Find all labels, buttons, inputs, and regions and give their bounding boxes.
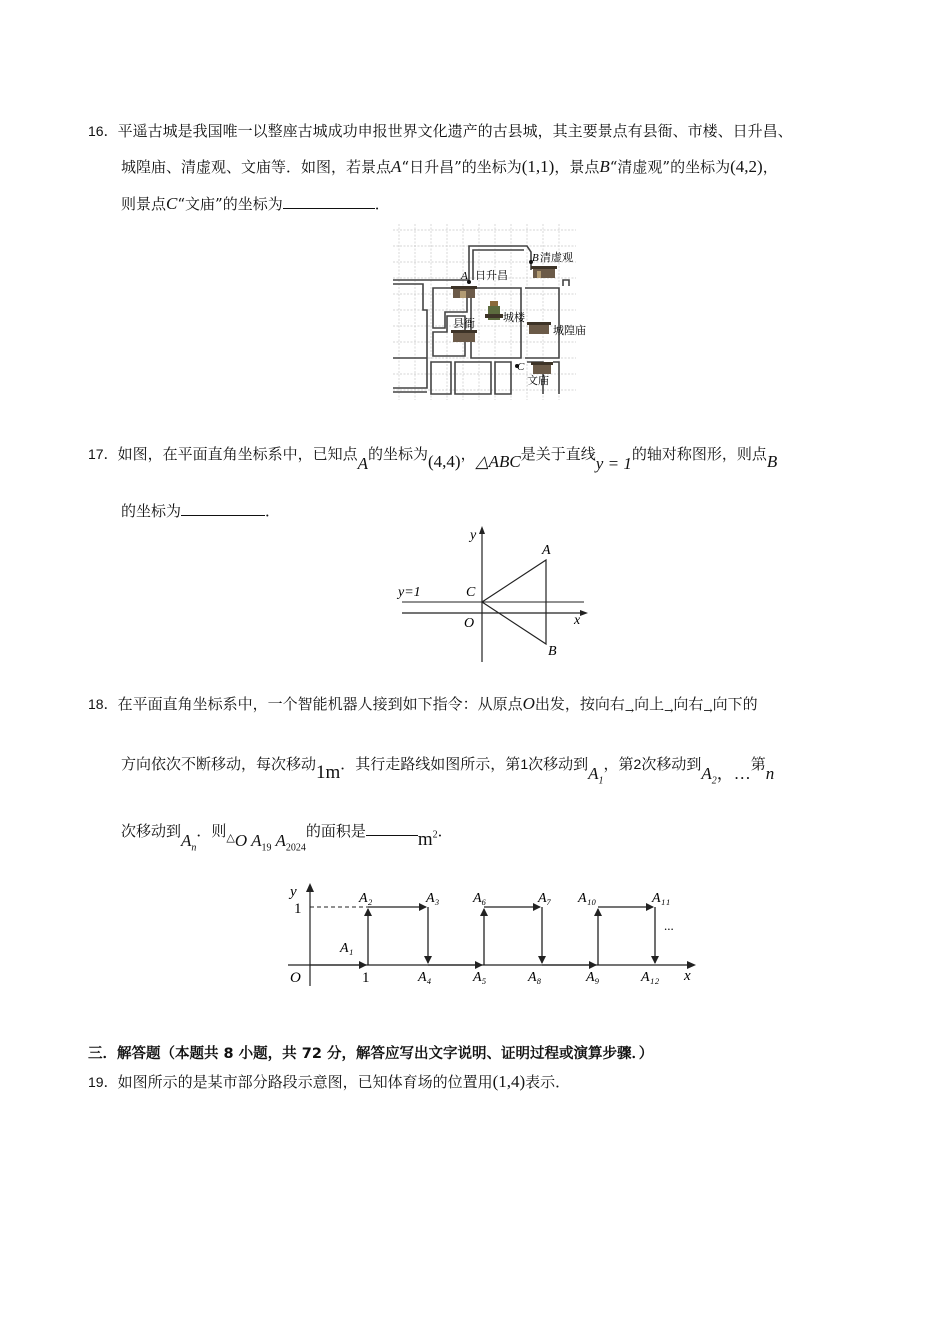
q16-text-1: 平遥古城是我国唯一以整座古城成功申报世界文化遗产的古县城，其主要景点有县衙、市楼、日升昌、 (117, 122, 793, 140)
xianya-building-icon (451, 330, 477, 342)
q18-a2 (701, 764, 751, 787)
q18-m2 (418, 829, 438, 850)
q16-number: 16． (88, 123, 118, 139)
q18-arrow-3: → (703, 704, 713, 717)
q18-label-a7: A₇ (538, 891, 552, 906)
q18-text-7: ．其行走路线如图所示，第 (340, 755, 521, 773)
q18-text-1: 在平面直角坐标系中，一个智能机器人接到如下指令：从原点 (117, 695, 523, 713)
q18-line1 (88, 693, 758, 717)
q18-text-4: 向右 (673, 695, 704, 713)
q18-answer-blank[interactable] (366, 820, 418, 836)
q17-number: 17． (88, 446, 118, 462)
q18-n1: 1 (520, 756, 529, 772)
q16-name-c: “文庙” (177, 195, 223, 213)
q18-label-a2: A₂ (359, 891, 373, 906)
q18-di: 第 (750, 755, 766, 773)
q16-map-figure (393, 224, 586, 400)
q18-text-11: 次移动到 (121, 822, 182, 840)
q16-coord-a: (1,1) (521, 157, 555, 176)
q18-a19-sub: 19 (261, 842, 272, 854)
q18-m2-sup: 2 (432, 829, 438, 841)
map-label-b: B (532, 252, 539, 264)
q18-text-14: ． (437, 822, 453, 840)
q18-origin: O (522, 694, 535, 713)
q18-label-y: y (290, 884, 297, 900)
q17-label-a: A (542, 543, 551, 558)
map-label-wenmiao: 文庙 (527, 375, 549, 387)
q17-coord-a: (4,4) (428, 452, 461, 471)
q18-a2024-sub: 2024 (285, 842, 306, 854)
q17-label-y: y (470, 528, 477, 543)
q16-name-b: “清虚观” (609, 158, 671, 176)
map-label-rishengchang: 日升昌 (475, 270, 508, 282)
q18-a1-sub: 1 (598, 775, 604, 787)
q18-label-o: O (290, 970, 301, 986)
q16-text-3a: 则景点 (121, 195, 167, 213)
q18-label-a8: A₈ (528, 970, 542, 985)
q18-m2-letter: m (417, 829, 433, 850)
q18-an (181, 831, 197, 854)
q18-a2-letter: A (701, 764, 712, 783)
q16-point-c: C (166, 194, 178, 213)
q18-label-a9: A₉ (586, 970, 600, 985)
q16-line3 (121, 193, 390, 214)
q18-arrow-1: → (624, 704, 635, 717)
q18-number: 18． (88, 696, 118, 712)
q16-answer-blank[interactable] (283, 193, 375, 209)
q16-name-a: “日升昌” (401, 158, 462, 176)
q18-label-a10: A₁₀ (578, 891, 597, 906)
q16-text-2b: 的坐标为 (461, 158, 522, 176)
q18-o: O (234, 831, 248, 850)
q17-label-x: x (574, 613, 581, 628)
q17-text-1: 如图，在平面直角坐标系中，已知点 (117, 445, 358, 463)
wenmiao-building-icon (531, 362, 553, 374)
q18-dots: ，… (716, 764, 751, 783)
q17-figure (396, 524, 591, 664)
q18-path-figure (284, 880, 700, 990)
q16-text-2c: ，景点 (554, 158, 600, 176)
q18-a19-letter: A (251, 831, 262, 850)
q17-label-o: O (464, 616, 475, 631)
q18-label-a3: A₃ (426, 891, 440, 906)
q18-label-a6: A₆ (473, 891, 487, 906)
q18-text-2: 出发，按向右 (534, 695, 625, 713)
q16-text-2a: 城隍庙、清虚观、文庙等．如图，若景点 (121, 158, 392, 176)
q18-text-9: ，第 (603, 755, 634, 773)
q18-unit: 1m (316, 762, 341, 783)
q17-text-3: ， (460, 445, 476, 463)
map-label-chenglou: 城楼 (503, 312, 525, 324)
q18-line3 (121, 820, 453, 854)
q17-text-6: 的坐标为 (121, 502, 182, 520)
q17-label-c: C (466, 585, 476, 600)
qingxuguan-building-icon (531, 266, 557, 278)
q17-text-7: ． (265, 502, 281, 520)
q16-coord-b: (4,2) (730, 157, 763, 176)
q18-a2024-letter: A (275, 831, 286, 850)
q18-label-x: x (684, 968, 691, 984)
q16-point-a: A (391, 157, 402, 176)
chenghuangmiao-building-icon (527, 322, 551, 334)
section-3-heading: 三．解答题（本题共 8 小题，共 72 分，解答应写出文字说明、证明过程或演算步骤．） (88, 1046, 654, 1062)
map-label-a: A (461, 270, 468, 282)
q18-text-3: 向上 (634, 695, 665, 713)
q18-text-10: 次移动到 (641, 755, 702, 773)
q19-text-2: 表示． (525, 1073, 571, 1091)
map-label-xianya: 县衙 (453, 318, 475, 330)
rishengchang-building-icon (451, 286, 477, 298)
q16-line2 (121, 156, 778, 177)
map-label-c: C (517, 361, 525, 373)
q19-number: 19． (88, 1074, 118, 1090)
q17-point-b: B (766, 452, 778, 471)
q17-point-a: A (357, 454, 368, 473)
q18-n2: 2 (633, 756, 642, 772)
q18-line2 (121, 749, 775, 787)
q18-tri: △ (226, 831, 235, 844)
q19-line1 (88, 1071, 570, 1092)
q18-text-6: 方向依次不断移动，每次移动 (121, 755, 317, 773)
q18-text-5: 向下的 (712, 695, 758, 713)
q16-text-3c: ． (374, 195, 390, 213)
q18-n: n (765, 764, 775, 783)
q17-triangle: △ABC (475, 452, 521, 471)
chenglou-tower-icon (485, 301, 503, 320)
q18-text-13: 的面积是 (305, 822, 366, 840)
map-label-qingxuguan: 清虚观 (540, 252, 573, 264)
q18-triangle-expr (234, 831, 306, 854)
q18-a2-sub: 2 (711, 775, 717, 787)
q18-an-letter: A (181, 831, 192, 850)
q18-an-sub: n (191, 842, 197, 854)
q18-label-1y: 1 (294, 901, 302, 917)
q17-line1 (88, 440, 778, 473)
map-label-chenghuangmiao: 城隍庙 (553, 325, 586, 337)
q18-label-a1: A₁ (340, 941, 354, 956)
q17-text-5: 的轴对称图形，则点 (631, 445, 767, 463)
q18-label-1x: 1 (362, 970, 370, 986)
q18-label-a5: A₅ (473, 970, 487, 985)
q18-ellipsis: ... (664, 918, 674, 933)
q18-a1-letter: A (588, 764, 599, 783)
q16-point-b: B (599, 157, 610, 176)
q18-label-a11: A₁₁ (652, 891, 671, 906)
q18-arrow-2: → (664, 704, 674, 717)
q16-text-3b: 的坐标为 (222, 195, 283, 213)
q17-line2 (121, 500, 280, 521)
q18-label-a12: A₁₂ (641, 970, 660, 985)
q16-text-2d: 的坐标为 (670, 158, 731, 176)
q16-text-2e: ， (762, 158, 778, 176)
q17-line-eq: y = 1 (595, 454, 632, 473)
q17-text-4: 是关于直线 (520, 445, 596, 463)
q18-a1 (588, 764, 604, 787)
q19-text-1: 如图所示的是某市部分路段示意图，已知体育场的位置用 (117, 1073, 493, 1091)
q18-text-12: ．则 (196, 822, 227, 840)
q17-answer-blank[interactable] (181, 500, 265, 516)
q17-label-line: y=1 (398, 585, 421, 600)
q16-line1 (88, 120, 793, 141)
q17-label-b: B (548, 644, 557, 659)
q17-text-2: 的坐标为 (367, 445, 428, 463)
q18-text-8: 次移动到 (528, 755, 589, 773)
q18-label-a4: A₄ (418, 970, 432, 985)
q19-coord: (1,4) (492, 1072, 526, 1091)
